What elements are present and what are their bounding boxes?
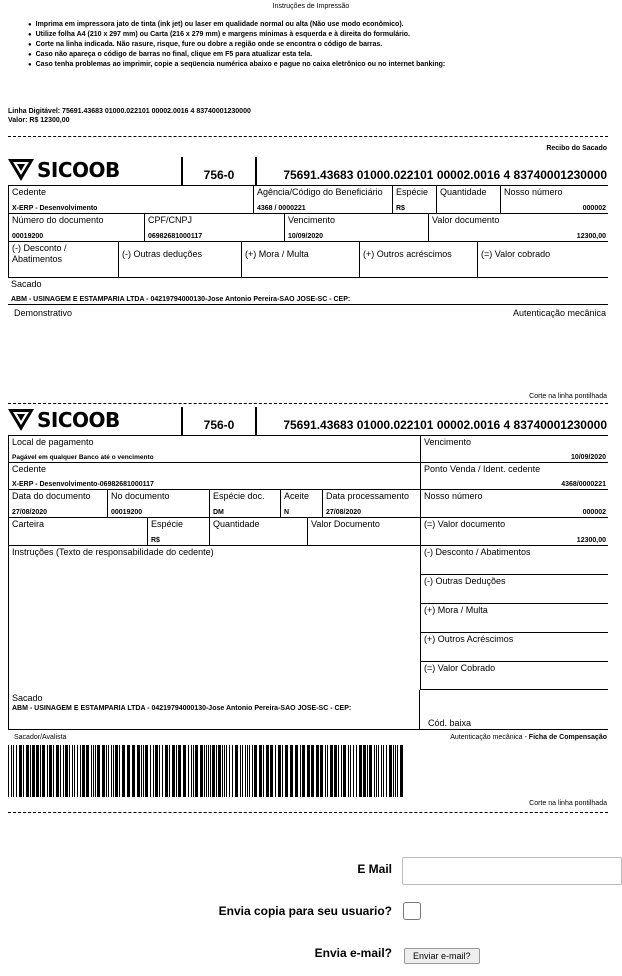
ficha-cedente: X-ERP - Desenvolvimento-06982681000117 [12,481,154,488]
barcode-bar [212,745,215,797]
label: Valor Documento [311,519,380,529]
barcode-bar [95,745,96,797]
recibo-especie: R$ [396,205,405,212]
ficha-aceite: N [284,509,290,516]
barcode-bar [178,745,181,797]
barcode-bar [363,745,366,797]
barcode-bar [378,745,379,797]
recibo-outros-acrescimos-cell [359,241,477,277]
ficha-valor-doc-cell [420,517,608,545]
ficha-nosso-numero-cell [420,489,608,517]
barcode-bar [210,745,211,797]
barcode-bar [282,745,283,797]
barcode-bar [65,745,68,797]
ficha-num-doc-cell [107,489,209,517]
barcode-bar [195,745,198,797]
recibo-mora-cell [241,241,359,277]
label: Data processamento [326,491,410,501]
label: (=) Valor documento [424,519,506,529]
barcode-bar [330,745,333,797]
barcode-bar [74,745,75,797]
barcode-bar [49,745,52,797]
recibo-nosso-numero: 000002 [582,205,606,212]
barcode-bar [82,745,85,797]
barcode-bar [249,745,250,797]
logo-text: SICOOB [37,158,120,182]
ficha-especie-doc: DM [213,509,224,516]
barcode-bar [86,745,89,797]
barcode-bar [300,745,301,797]
ficha-data-doc-cell [8,489,107,517]
barcode-bar [259,745,262,797]
recibo-agencia-cell [253,185,399,213]
ficha-ponto-venda: 4368/0000221 [561,481,606,488]
barcode-bar [183,745,186,797]
barcode-bar [19,745,22,797]
barcode-bar [350,745,351,797]
sicoob-logo-icon [8,159,34,181]
ficha-data-doc: 27/08/2020 [12,509,48,516]
sicoob-logo [8,406,120,434]
summary-linha-digitavel: Linha Digitável: 75691.43683 01000.022101 00002.0016 4 83740001230000 [8,108,251,115]
label: Cedente [12,464,47,474]
barcode-bar [193,745,194,797]
label: Vencimento [288,215,336,225]
barcode-bar [91,745,92,797]
label: Quantidade [213,519,260,529]
ficha-outros-acrescimos-cell [420,632,608,661]
bank-code: 756-0 [181,157,257,185]
barcode-bar [376,745,377,797]
barcode-bar [127,745,130,797]
recibo-valor-doc: 12300,00 [576,233,606,240]
recibo-vencimento-cell [284,213,428,241]
barcode-bar [263,745,264,797]
recibo-num-doc-cell [8,213,144,241]
recibo-valor-doc-cell [428,213,608,241]
corte-label: Corte na linha pontilhada [529,393,607,400]
sacado-divider [419,690,420,730]
barcode-bar [40,745,41,797]
label: (-) Desconto / Abatimentos [424,547,531,557]
recibo-especie-cell [392,185,436,213]
barcode-bar [290,745,293,797]
barcode-bar [188,745,189,797]
barcode-bar [204,745,205,797]
linha-digitavel: 75691.43683 01000.022101 00002.0016 4 83740001230000 [283,418,607,432]
autenticacao-label: Autenticação mecânica [512,308,606,318]
copia-checkbox[interactable] [403,902,421,920]
barcode-bar [115,745,118,797]
barcode-bar [69,745,70,797]
sicoob-logo [8,156,120,184]
barcode-bar [113,745,114,797]
ficha-valor-documento-cell [307,517,420,545]
ficha-nosso-numero: 000002 [582,509,606,516]
label: (-) Outras Deduções [424,576,506,586]
label: (+) Outros acréscimos [363,249,452,259]
barcode-bar [229,745,230,797]
label: Espécie doc. [213,491,265,501]
instructions-list [35,20,598,70]
barcode-bar [343,745,346,797]
bank-code: 756-0 [181,407,257,435]
recibo-num-doc: 00019200 [12,233,44,240]
barcode-bar [32,745,35,797]
ficha-compensacao-label: Ficha de Compensação [528,734,607,741]
barcode-bar [72,745,73,797]
barcode-bar [320,745,323,797]
cod-baixa-label: Cód. baixa [428,718,472,728]
barcode-bar [172,745,175,797]
ficha-instrucoes-label: Instruções (Texto de responsabilidade do cedente) [12,547,214,557]
ficha-data-proc-cell [322,489,420,517]
cut-line [8,812,608,813]
ficha-cedente-cell [8,462,420,489]
instruction-item: ● Caso não apareça o código de barras no final, clique em F5 para atualizar esta tela. [38,50,598,60]
barcode-bar [353,745,354,797]
ficha-vencimento-cell [420,435,608,462]
label: Data do documento [12,491,91,501]
label: Vencimento [424,437,472,447]
recibo-cpf: 06982681000117 [148,233,203,240]
barcode-bar [356,745,357,797]
instructions-title: Instruções de Impressão [272,3,350,10]
barcode-bar [222,745,223,797]
barcode-bar [80,745,81,797]
label: Local de pagamento [12,437,94,447]
barcode-bar [162,745,163,797]
recibo-sacado: ABM - USINAGEM E ESTAMPARIA LTDA - 04219794000130-Jose Antonio Pereira-SAO JOSE-SC - CEP: [11,296,351,303]
ficha-carteira-cell [8,517,147,545]
barcode-bar [141,745,142,797]
label: Número do documento [12,215,104,225]
barcode-bar [224,745,225,797]
barcode-bar [16,745,17,797]
label: Sacado [12,693,43,703]
barcode-bar [216,745,217,797]
ficha-aceite-cell [280,489,322,517]
autenticacao-prefix: Autenticação mecânica - [450,734,529,741]
ficha-data-proc: 27/08/2020 [326,509,362,516]
label: Quantidade [440,187,487,197]
recibo-vencimento: 10/09/2020 [288,233,324,240]
barcode-bar [122,745,125,797]
barcode-bar [374,745,375,797]
barcode-bar [165,745,168,797]
barcode-bar [295,745,298,797]
recibo-cpf-cell [144,213,286,241]
corte-label: Corte na linha pontilhada [529,800,607,807]
recibo-header: Recibo do Sacado [546,145,607,152]
sicoob-logo-icon [8,409,34,431]
cut-line [8,136,608,137]
barcode-bar [153,745,154,797]
barcode-bar [247,745,248,797]
recibo-quantidade-cell [436,185,500,213]
label: Agência/Código do Beneficiário [257,187,383,197]
barcode-bar [206,745,207,797]
barcode-bar [53,745,54,797]
label: (=) Valor cobrado [481,249,551,259]
label: Carteira [12,519,45,529]
barcode-bar [242,745,243,797]
barcode-bar [11,745,12,797]
label: Cedente [12,187,47,197]
barcode-bar [23,745,24,797]
barcode-bar [218,745,221,797]
barcode-bar [307,745,310,797]
copia-label: Envia copia para seu usuario? [218,904,392,918]
barcode-bar [302,745,305,797]
send-email-button[interactable]: Enviar e-mail? [404,948,480,964]
barcode-bar [56,745,59,797]
summary-valor: Valor: R$ 12300,00 [8,117,70,124]
ficha-autenticacao [450,734,607,741]
barcode-bar [13,745,14,797]
barcode-bar [245,745,246,797]
barcode-bar [111,745,112,797]
ficha-desconto-cell [420,545,608,574]
recibo-valor-cobrado-cell [477,241,608,277]
label: Aceite [284,491,310,501]
ficha-ponto-venda-cell [420,462,608,489]
barcode-bar [338,745,339,797]
barcode-bar [143,745,144,797]
ficha-especie-cell [147,517,209,545]
barcode-bar [159,745,160,797]
label: Valor documento [432,215,500,225]
ficha-grid [8,435,608,731]
barcode-bar [232,745,233,797]
barcode-bar [341,745,342,797]
ficha-instrucoes-cell [8,545,420,690]
label: (+) Outros Acréscimos [424,634,514,644]
barcode-bar [47,745,48,797]
barcode-bar [359,745,362,797]
label: No documento [111,491,170,501]
barcode-bar [145,745,148,797]
ficha-sacado: ABM - USINAGEM E ESTAMPARIA LTDA - 04219794000130-Jose Antonio Pereira-SAO JOSE-SC - CEP: [12,705,352,712]
barcode-bar [97,745,100,797]
barcode-bar [8,745,9,797]
barcode-bar [155,745,158,797]
barcode-bar [348,745,349,797]
recibo-grid [8,185,608,305]
instruction-item: ● Corte na linha indicada. Não rasure, risque, fure ou dobre a região onde se encontra o código de barras. [38,40,598,50]
barcode-bar [270,745,273,797]
label: Nosso número [424,491,483,501]
email-input[interactable] [402,857,622,885]
barcode-bar [176,745,177,797]
barcode-bar [226,745,227,797]
ficha-vencimento: 10/09/2020 [570,454,606,461]
label: CPF/CNPJ [148,215,193,225]
email-label: E Mail [357,862,392,876]
barcode-bar [395,745,396,797]
barcode-bar [381,745,382,797]
barcode-bar [325,745,326,797]
barcode-bar [240,745,241,797]
barcode-bar [102,745,105,797]
recibo-cedente: X-ERP - Desenvolvimento [12,205,98,212]
barcode-bar [393,745,394,797]
barcode-bar [169,745,170,797]
barcode-bar [316,745,319,797]
barcode-bar [285,745,288,797]
barcode-bar [254,745,257,797]
ficha-outras-deducoes-cell [420,574,608,603]
label: (=) Valor Cobrado [424,663,496,673]
ficha-valor-cobrado-cell [420,661,608,690]
label: Espécie [151,519,184,529]
barcode-bar [400,745,403,797]
label: (-) Desconto / Abatimentos [12,243,67,264]
recibo-agencia: 4368 / 0000221 [257,205,306,212]
barcode-bar [150,745,151,797]
recibo-nosso-numero-cell [500,185,608,213]
ficha-local: Pagável em qualquer Banco até o vencimento [12,454,154,461]
label: Nosso número [504,187,563,197]
barcode-bar [60,745,61,797]
barcode-bar [119,745,120,797]
summary [8,107,251,125]
recibo-outras-deducoes-cell [118,241,241,277]
barcode-bar [334,745,337,797]
ficha-quantidade-cell [209,517,307,545]
label: Sacado [11,279,42,289]
barcode-bar [132,745,135,797]
cut-line [8,403,608,404]
ficha-mora-cell [420,603,608,632]
label: Ponto Venda / Ident. cedente [424,464,541,474]
logo-text: SICOOB [37,408,120,432]
barcode-bar [278,745,281,797]
barcode-bar [137,745,140,797]
instruction-item: ● Imprima em impressora jato de tinta (ink jet) ou laser em qualidade normal ou alta (Não use modo econômico). [38,20,598,30]
barcode-bar [200,745,203,797]
recibo-sacado-cell [8,277,608,305]
barcode-bar [93,745,94,797]
barcode-bar [266,745,269,797]
barcode-bar [63,745,64,797]
barcode-bar [275,745,276,797]
barcode-bar [327,745,328,797]
ficha-especie: R$ [151,537,160,544]
recibo-desconto-cell [8,241,118,277]
barcode-bar [30,745,31,797]
barcode-bar [42,745,45,797]
barcode-bar [108,745,109,797]
ficha-sacado-cell [8,690,608,730]
barcode-bar [36,745,39,797]
instruction-item: ● Utilize folha A4 (210 x 297 mm) ou Carta (216 x 279 mm) e margens mínimas à esquerda e à direita do formulário. [38,30,598,40]
label: (+) Mora / Multa [245,249,309,259]
barcode-bar [386,745,387,797]
ficha-especie-doc-cell [209,489,280,517]
envia-label: Envia e-mail? [314,946,392,960]
barcode-bar [106,745,107,797]
barcode-bar [389,745,392,797]
recibo-cedente-cell [8,185,253,213]
ficha-num-doc: 00019200 [111,509,143,516]
barcode-bar [26,745,29,797]
ficha-valor-doc: 12300,00 [576,537,606,544]
sacador-label: Sacador/Avalista [14,734,67,741]
linha-digitavel: 75691.43683 01000.022101 00002.0016 4 83740001230000 [283,168,607,182]
barcode-bar [311,745,314,797]
barcode-bar [77,745,78,797]
demonstrativo-label: Demonstrativo [14,308,73,318]
barcode-bar [191,745,192,797]
barcode-bar [235,745,238,797]
barcode-bar [208,745,209,797]
barcode-bar [367,745,368,797]
barcode-bar [383,745,384,797]
barcode [8,745,408,797]
label: (+) Mora / Multa [424,605,488,615]
label: Espécie [396,187,429,197]
barcode-bar [252,745,253,797]
barcode-bar [397,745,398,797]
instruction-item: ● Caso tenha problemas ao imprimir, copie a seqüencia numérica abaixo e pague no caixa eletrônico ou no internet banking: [38,60,598,70]
barcode-bar [369,745,372,797]
ficha-local-cell [8,435,420,462]
label: (-) Outras deduções [122,249,203,259]
